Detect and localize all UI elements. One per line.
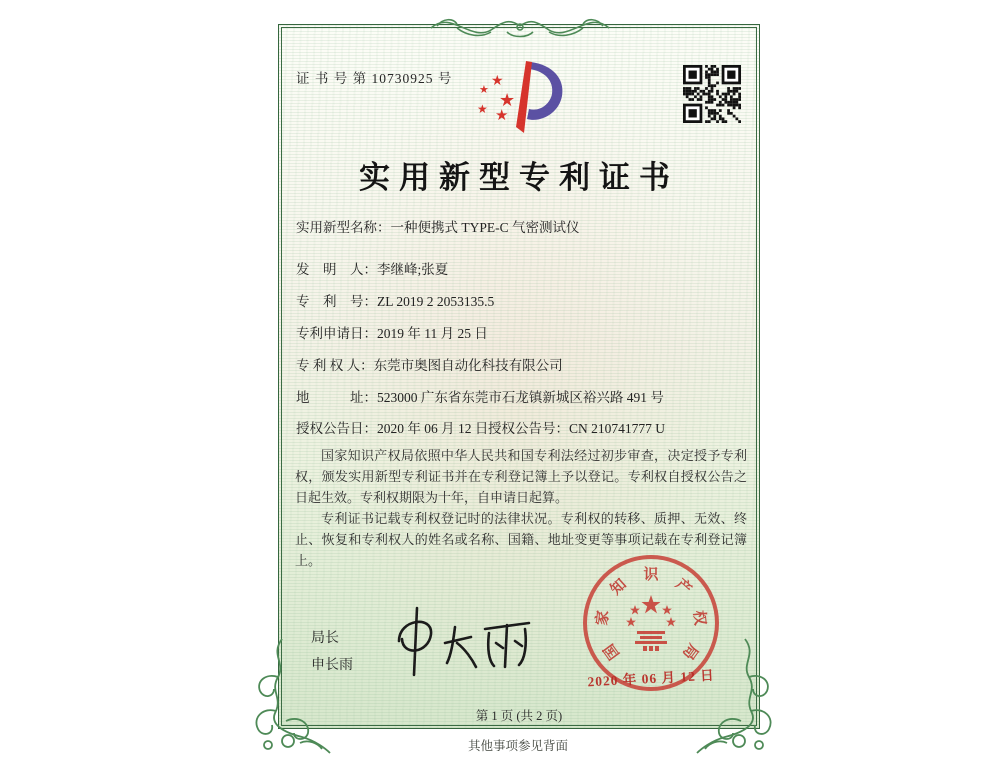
- field-label: 地 址：: [296, 390, 377, 405]
- certificate-page-frame: [278, 24, 760, 729]
- official-seal: 国 家 知 识 产 权 局: [583, 555, 719, 691]
- field-row-filing-date: [296, 322, 488, 342]
- logo-star-icon: ★: [499, 90, 516, 110]
- field-row-patentee: [296, 354, 563, 374]
- logo-p-mark: [471, 59, 567, 141]
- field-row-inventors: [296, 258, 448, 278]
- field-label: 专利申请日：: [296, 326, 377, 341]
- seal-date: 2020 年 06 月 12 日: [587, 667, 716, 690]
- field-row-grant-publication-no: [488, 417, 665, 437]
- legal-paragraph-1: 国家知识产权局依照中华人民共和国专利法经过初步审查，决定授予专利权，颁发实用新型专利证书并在专利登记簿上予以登记。专利权自授权公告之日起生效。专利权期限为十年，自申请日起算。: [295, 448, 747, 505]
- field-value: ZL 2019 2 2053135.5: [377, 294, 495, 309]
- certificate-number: 证 书 号 第 10730925 号: [296, 71, 453, 86]
- field-row-address: [296, 386, 664, 406]
- cnipa-patent-logo-icon: [471, 59, 567, 141]
- field-row-utility-model-name: [296, 216, 580, 236]
- logo-star-icon: ★: [491, 74, 504, 89]
- field-row-grant-date: [296, 417, 488, 437]
- legal-paragraph-2: 专利证书记载专利权登记时的法律状况。专利权的转移、质押、无效、终止、恢复和专利权人的姓名或名称、国籍、地址变更等事项记载在专利登记簿上。: [295, 511, 747, 568]
- qr-code: [683, 65, 741, 123]
- top-border-ornament-icon: [427, 8, 613, 46]
- back-note: 其他事项参见背面: [467, 739, 568, 753]
- page-number: 第 1 页 (共 2 页): [475, 709, 563, 723]
- field-value: 李继峰;张夏: [377, 262, 449, 277]
- national-emblem-icon: [619, 591, 683, 655]
- field-label: 授权公告日：: [296, 421, 377, 436]
- logo-star-icon: ★: [479, 84, 489, 96]
- field-label: 专 利 号：: [296, 294, 377, 309]
- certificate-title: 实用新型专利证书: [359, 160, 679, 195]
- field-value: 一种便携式 TYPE-C 气密测试仪: [390, 220, 580, 235]
- field-row-patent-number: [296, 290, 494, 310]
- field-value: CN 210741777 U: [569, 421, 666, 436]
- field-value: 2020 年 06 月 12 日: [377, 421, 489, 436]
- commissioner-name: 申长雨: [311, 658, 353, 673]
- field-value: 2019 年 11 月 25 日: [377, 326, 488, 341]
- commissioner-title: 局长: [311, 631, 339, 646]
- field-value: 523000 广东省东莞市石龙镇新城区裕兴路 491 号: [377, 390, 664, 405]
- field-label: 专 利 权 人：: [296, 358, 374, 373]
- field-label: 实用新型名称：: [296, 220, 391, 235]
- logo-star-icon: ★: [495, 108, 509, 124]
- field-label: 发 明 人：: [296, 262, 377, 277]
- legal-text: [295, 445, 747, 571]
- field-label: 授权公告号：: [488, 421, 569, 436]
- commissioner-signature: [377, 601, 537, 681]
- field-value: 东莞市奥图自动化科技有限公司: [373, 358, 563, 373]
- logo-star-icon: ★: [477, 102, 488, 116]
